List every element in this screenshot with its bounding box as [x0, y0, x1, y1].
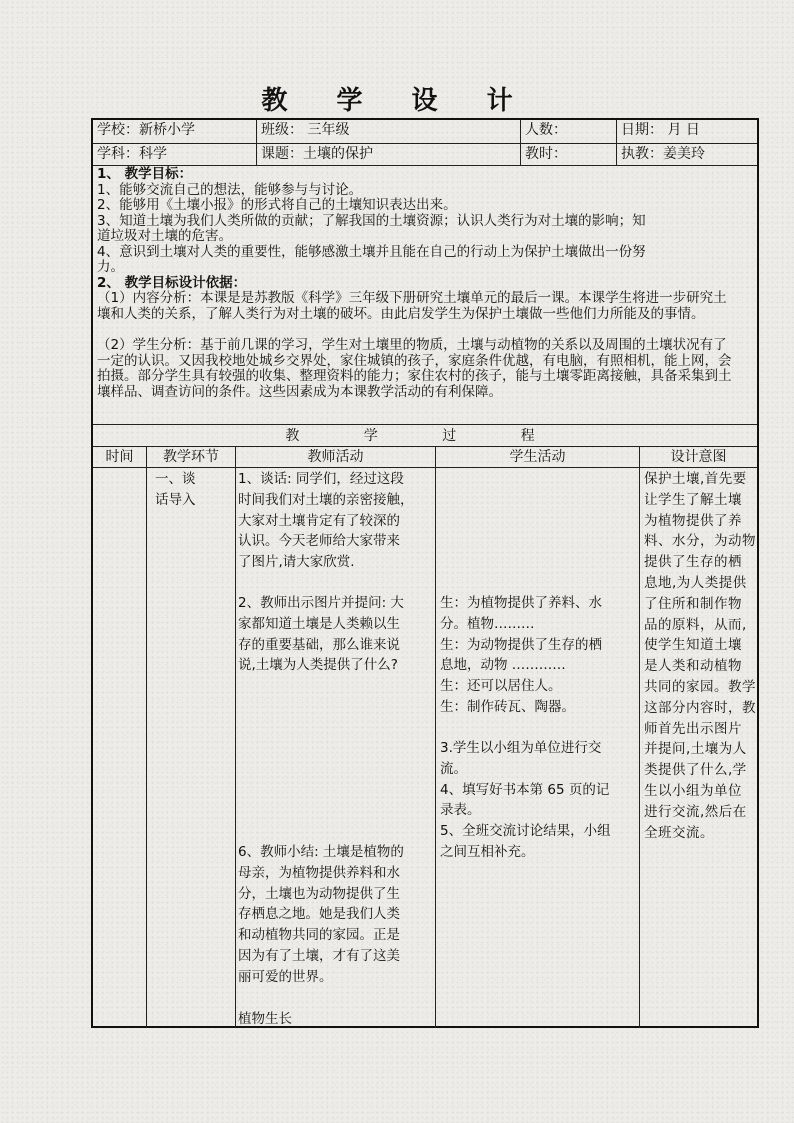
col-header-stage: 教学环节	[163, 449, 219, 465]
teacher-cell: 执教：姜美玲	[621, 146, 705, 162]
text-line: 生：制作砖瓦、陶器。	[440, 698, 575, 715]
divider	[235, 447, 236, 1028]
text-line: 类提供了什么,学	[644, 762, 747, 779]
spacer	[97, 322, 751, 338]
text-line: 保护土壤,首先要	[644, 471, 747, 487]
col-header-design-intent: 设计意图	[670, 449, 727, 465]
teacher-activity-4	[238, 1009, 292, 1030]
text-line: 让学生了解土壤	[644, 491, 742, 508]
subject-cell: 学科：科学	[97, 146, 167, 162]
people-cell: 人数：	[525, 122, 567, 138]
divider	[93, 165, 757, 166]
date-cell: 日期： 月 日	[621, 122, 700, 138]
text-line: 料、水分，为动物	[644, 533, 756, 550]
text-line: 师首先出示图片	[644, 720, 742, 737]
text-line: 这部分内容时，教	[644, 699, 756, 716]
text-line: 并提问,土壤为人	[644, 741, 747, 758]
text-line: 息地,为人类提供	[644, 574, 747, 591]
lesson-plan-table	[91, 118, 759, 1028]
text-line: 了住所和制作物	[644, 595, 742, 612]
text-line: 流。	[440, 760, 467, 777]
text-line: 录表。	[440, 802, 481, 819]
text-line: 生以小组为单位	[644, 782, 742, 799]
stage-line: 一、谈	[155, 471, 196, 487]
text-line: 是人类和动植物	[644, 658, 742, 675]
student-analysis-line: 壤样品、调查访问的条件。这些因素成为本课教学活动的有利保障。	[97, 383, 502, 400]
teacher-activity-3	[238, 842, 404, 988]
text-line: 植物生长	[238, 1011, 292, 1027]
objective-item: 4、意识到土壤对人类的重要性，能够感激土壤并且能在自己的行动上为保护土壤做出一份努	[97, 243, 646, 260]
col-header-teacher-activity: 教师活动	[307, 449, 364, 465]
text-line: 4、填写好书本第 65 页的记	[440, 781, 610, 798]
student-activity-1	[440, 593, 602, 718]
text-line: 存的重要基础，那么谁来说	[238, 636, 400, 653]
design-intent-cell	[644, 469, 756, 843]
text-line: 品的原料，从而,	[644, 616, 747, 633]
divider	[520, 120, 521, 165]
divider	[146, 447, 147, 1028]
hours-cell: 教时：	[525, 146, 567, 162]
text-line: 提供了生存的栖	[644, 554, 742, 571]
text-line: 为植物提供了养	[644, 512, 742, 529]
text-line: 1、谈话: 同学们，经过这段	[238, 471, 404, 487]
text-line: 和动植物共同的家园。正是	[238, 927, 400, 944]
objective-item: 力。	[97, 259, 124, 275]
process-title: 教 学 过 程	[285, 428, 565, 444]
text-line: 3.学生以小组为单位进行交	[440, 740, 602, 756]
student-analysis-line: （2）学生分析：基于前几课的学习，学生对土壤里的物质，土壤与动植物的关系以及周围的土壤状况有了	[97, 337, 727, 353]
topic-cell: 课题：土壤的保护	[261, 146, 373, 162]
text-line: 时间我们对土壤的亲密接触，	[238, 491, 414, 508]
text-line: 使学生知道土壤	[644, 637, 742, 654]
text-line: 说,土壤为人类提供了什么?	[238, 657, 398, 674]
text-line: 生：为动物提供了生存的栖	[440, 636, 602, 653]
divider	[639, 447, 640, 1028]
content-analysis-line: （1）内容分析：本课是是苏教版《科学》三年级下册研究土壤单元的最后一课。本课学生将进一步研究土	[97, 290, 727, 306]
objective-item: 2、能够用《土壤小报》的形式将自己的土壤知识表达出来。	[97, 197, 457, 213]
divider	[435, 447, 436, 1028]
class-cell: 班级： 三年级	[261, 122, 350, 138]
header-row-1	[93, 120, 757, 143]
text-line: 丽可爱的世界。	[238, 968, 333, 985]
text-line: 之间互相补充。	[440, 843, 535, 860]
page-title: 教 学 设 计	[261, 86, 533, 116]
text-line: 全班交流。	[644, 824, 714, 841]
text-line: 共同的家园。教学	[644, 678, 756, 695]
stage-line: 话导入	[155, 491, 196, 508]
teacher-activity-2	[238, 593, 404, 676]
objectives-section	[97, 167, 751, 400]
text-line: 息地，动物 …………	[440, 657, 566, 674]
text-line: 生：为植物提供了养料、水	[440, 595, 602, 611]
content-analysis-line: 壤和人类的关系，了解人类行为对土壤的破坏。由此启发学生为保护土壤做一些他们力所能及的事情。	[97, 305, 705, 322]
text-line: 存栖息之地。她是我们人类	[238, 906, 400, 923]
text-line: 母亲，为植物提供养料和水	[238, 864, 400, 881]
text-line: 分。植物………	[440, 615, 535, 632]
student-activity-2	[440, 738, 611, 863]
objectives-heading: 1、 教学目标：	[97, 166, 193, 182]
text-line: 6、教师小结: 土壤是植物的	[238, 844, 404, 860]
text-line: 大家对土壤肯定有了较深的	[238, 512, 400, 529]
divider	[616, 120, 617, 165]
header-row-2	[93, 144, 757, 165]
school-cell: 学校：新桥小学	[97, 122, 195, 138]
teacher-activity-1	[238, 469, 414, 573]
student-analysis-line: 拍摄。部分学生具有较强的收集、整理资料的能力；家住农村的孩子，能与土壤零距离接触，具备采集到土	[97, 368, 732, 384]
col-header-time: 时间	[105, 449, 134, 465]
objective-item: 3、知道土壤为我们人类所做的贡献；了解我国的土壤资源；认识人类行为对土壤的影响；知	[97, 212, 646, 229]
objective-item: 道垃圾对土壤的危害。	[97, 228, 232, 244]
divider	[256, 120, 257, 165]
text-line: 认识。今天老师给大家带来	[238, 533, 400, 550]
student-analysis-line: 一定的认识。又因我校地处城乡交界处，家住城镇的孩子，家庭条件优越，有电脑，有照相机，能上网，会	[97, 352, 732, 369]
basis-heading: 2、 教学目标设计依据：	[97, 274, 247, 291]
divider	[93, 467, 757, 468]
text-line: 因为有了土壤，才有了这美	[238, 947, 400, 964]
text-line: 2、教师出示图片并提问: 大	[238, 595, 404, 611]
text-line: 5、全班交流讨论结果，小组	[440, 823, 611, 840]
text-line: 家都知道土壤是人类赖以生	[238, 615, 400, 632]
text-line: 了图片,请大家欣赏.	[238, 554, 355, 571]
text-line: 生：还可以居住人。	[440, 678, 562, 695]
objective-item: 1、能够交流自己的想法，能够参与与讨论。	[97, 181, 363, 198]
col-header-student-activity: 学生活动	[509, 449, 566, 465]
text-line: 分，土壤也为动物提供了生	[238, 885, 400, 902]
text-line: 进行交流,然后在	[644, 803, 747, 820]
stage-cell	[155, 469, 196, 511]
